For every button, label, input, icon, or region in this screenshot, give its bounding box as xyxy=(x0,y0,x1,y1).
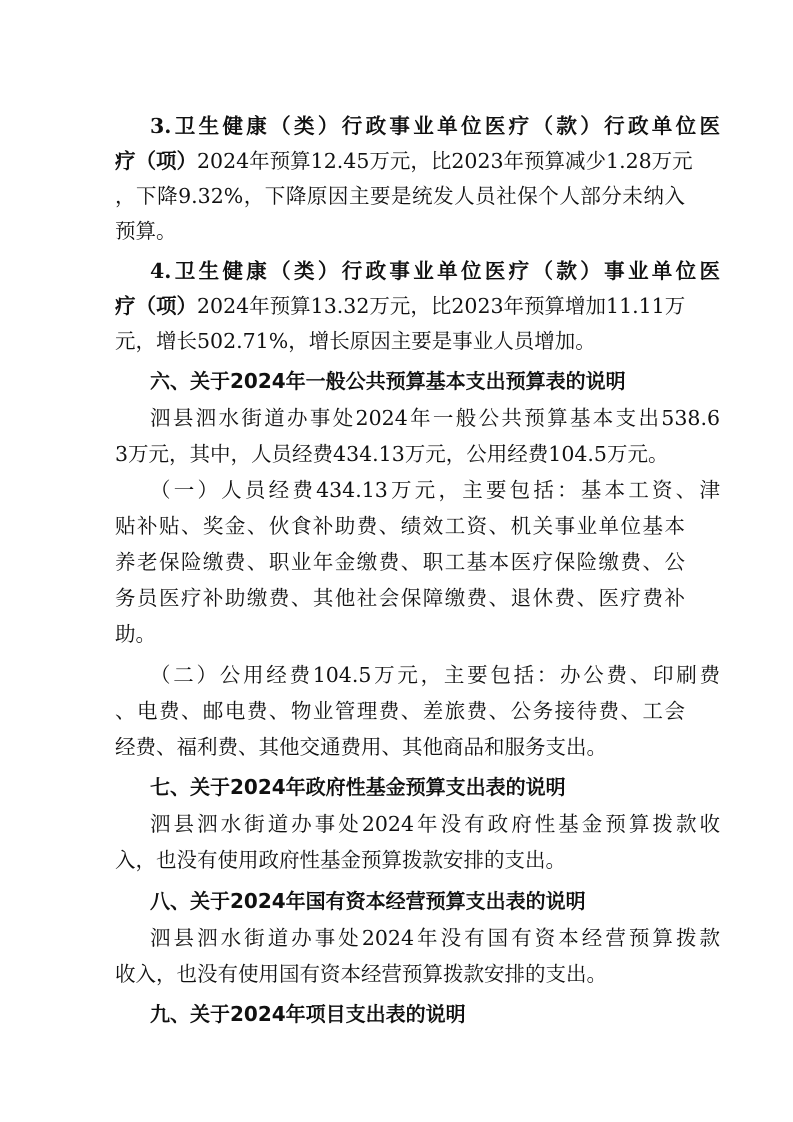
s8-line-2: 收入，也没有使用国有资本经营预算拨款安排的支出。 xyxy=(115,962,607,986)
p4-line-1: 4.卫生健康（类）行政事业单位医疗（款）事业单位医 xyxy=(150,259,720,283)
s6-p3-line-2: 、电费、邮电费、物业管理费、差旅费、公务接待费、工会 xyxy=(115,699,685,723)
section-6-heading: 六、关于2024年一般公共预算基本支出预算表的说明 xyxy=(150,369,626,393)
section-9-heading: 九、关于2024年项目支出表的说明 xyxy=(150,1002,466,1026)
s6-p3-line-1: （二）公用经费104.5万元，主要包括：办公费、印刷费 xyxy=(150,663,720,687)
p4-text: 2024年预算13.32万元，比2023年预算增加11.11万 xyxy=(197,294,686,318)
s6-p2-line-4: 务员医疗补助缴费、其他社会保障缴费、退休费、医疗费补 xyxy=(115,586,685,610)
p4-line-2 xyxy=(115,288,685,324)
s6-p2-line-2: 贴补贴、奖金、伙食补助费、绩效工资、机关事业单位基本 xyxy=(115,514,685,538)
s6-p3-line-3: 经费、福利费、其他交通费用、其他商品和服务支出。 xyxy=(115,735,607,759)
section-8-heading: 八、关于2024年国有资本经营预算支出表的说明 xyxy=(150,889,586,913)
s7-line-1: 泗县泗水街道办事处2024年没有政府性基金预算拨款收 xyxy=(150,812,720,836)
p3-line-4: 预算。 xyxy=(115,219,177,243)
p4-line-3: 元，增长502.71%，增长原因主要是事业人员增加。 xyxy=(115,329,596,353)
s8-line-1: 泗县泗水街道办事处2024年没有国有资本经营预算拨款 xyxy=(150,926,720,950)
s6-p2-line-5: 助。 xyxy=(115,622,156,646)
p3-line-2 xyxy=(115,143,693,179)
s6-p2-line-3: 养老保险缴费、职业年金缴费、职工基本医疗保险缴费、公 xyxy=(115,550,685,574)
s7-line-2: 入，也没有使用政府性基金预算拨款安排的支出。 xyxy=(115,848,566,872)
section-7-heading: 七、关于2024年政府性基金预算支出表的说明 xyxy=(150,775,566,799)
p3-line-3: ，下降9.32%，下降原因主要是统发人员社保个人部分未纳入 xyxy=(115,184,685,208)
p3-text: 2024年预算12.45万元，比2023年预算减少1.28万元 xyxy=(197,149,693,173)
p4-bold-lead: 疗（项） xyxy=(115,294,197,318)
s6-p2-line-1: （一）人员经费434.13万元，主要包括：基本工资、津 xyxy=(150,478,720,502)
p3-line-1: 3.卫生健康（类）行政事业单位医疗（款）行政单位医 xyxy=(150,114,720,138)
s6-p1-line-2: 3万元，其中，人员经费434.13万元，公用经费104.5万元。 xyxy=(115,442,669,466)
s6-p1-line-1: 泗县泗水街道办事处2024年一般公共预算基本支出538.6 xyxy=(150,406,720,430)
p3-bold-lead: 疗（项） xyxy=(115,149,197,173)
